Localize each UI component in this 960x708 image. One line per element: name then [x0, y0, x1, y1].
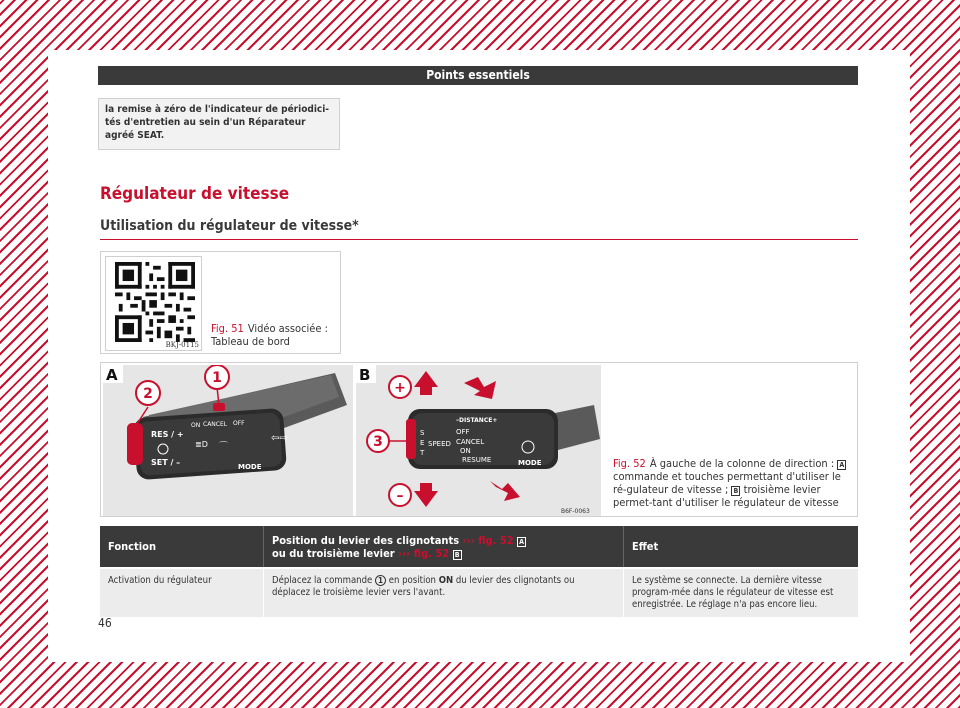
header-effect: Effet [632, 540, 659, 553]
on-position-label: ON [438, 575, 454, 586]
figure-52-caption-part2: commande et touches permettant d'utiliser le ré-gulateur de vitesse ; [613, 470, 841, 496]
third-lever-illustration [356, 365, 601, 516]
distance-label: –DISTANCE+ [456, 417, 498, 424]
figure-52-number: Fig. 52 [613, 457, 646, 470]
e-label: E [420, 439, 425, 447]
turn-signal-lever-illustration [103, 365, 353, 516]
page-number: 46 [98, 616, 112, 630]
figure-52-caption-part1: À gauche de la colonne de direction : [649, 457, 835, 470]
speed-label: SPEED [428, 440, 451, 448]
cell-position-part1: Déplacez la commande [272, 575, 373, 586]
callout-1: 1 [212, 370, 222, 386]
section-divider [100, 239, 858, 240]
figure-51-number: Fig. 51 [211, 322, 244, 335]
function-table [100, 526, 858, 617]
figure-51 [100, 251, 341, 354]
b-off-label: OFF [456, 428, 470, 436]
figure-52-caption [613, 457, 855, 509]
section-title: Régulateur de vitesse [100, 184, 290, 204]
table-header-row [100, 526, 858, 567]
letter-b-badge: B [731, 486, 740, 496]
headlight-icon: ≣D [195, 440, 208, 449]
cell-function: Activation du régulateur [100, 569, 264, 617]
figure-51-caption [211, 322, 336, 348]
header-letter-b: B [453, 550, 462, 560]
header-position [264, 526, 624, 567]
cell-position-part2: en position [388, 575, 436, 586]
t-label: T [420, 449, 425, 457]
b-cancel-label: CANCEL [456, 438, 485, 446]
b-mode-label: MODE [518, 459, 542, 467]
b-on-label: ON [460, 447, 471, 455]
manual-page [48, 50, 910, 662]
panel-b-letter: B [359, 366, 371, 384]
callout-3: 3 [373, 434, 383, 450]
page-header: Points essentiels [98, 66, 858, 85]
header-letter-a: A [517, 537, 526, 547]
image-code: B6F-0063 [561, 508, 590, 515]
fig-ref-link-a[interactable]: ››› fig. 52 [462, 533, 514, 547]
note-box: la remise à zéro de l'indicateur de périodici-tés d'entretien au sein d'un Réparateur agréé SEAT. [98, 98, 340, 150]
res-label: RES / + [151, 430, 184, 439]
header-position-text: Position du levier des clignotants [272, 533, 460, 547]
letter-a-badge: A [837, 460, 846, 470]
fig-ref-link-b[interactable]: ››› fig. 52 [398, 546, 450, 560]
on-label: ON [191, 422, 201, 429]
header-or-text: ou du troisième levier [272, 546, 395, 560]
table-row [100, 567, 858, 617]
cell-effect: Le système se connecte. La dernière vitesse program-mée dans le régulateur de vitesse est enregistrée. Le réglage n'a pas encore lieu. [632, 575, 834, 610]
minus-callout: – [396, 488, 404, 504]
cancel-label: CANCEL [203, 421, 228, 428]
resume-label: RESUME [462, 456, 492, 464]
set-label: SET / – [151, 458, 181, 467]
off-label: OFF [233, 420, 245, 427]
cell-position [264, 569, 624, 617]
wiper-icon: ⌒ [219, 442, 229, 452]
qr-code-image[interactable] [105, 256, 202, 351]
plus-callout: + [394, 380, 406, 396]
figure-52 [100, 362, 858, 517]
callout-2: 2 [143, 386, 153, 402]
turn-arrows-icon: ⇦⇨ [271, 433, 288, 444]
control-1-badge: 1 [375, 575, 386, 586]
mode-label: MODE [238, 463, 262, 471]
qr-code-id: BKJ-0115 [165, 341, 199, 349]
figure-52-caption-part3: troisième levier permet-tant d'utiliser le régulateur de vitesse [613, 483, 839, 509]
qr-code-icon [113, 262, 197, 342]
figure-51-caption-text: Vidéo associée : Tableau de bord [211, 322, 328, 348]
s-label: S [420, 429, 425, 437]
header-function: Fonction [100, 526, 264, 567]
section-subtitle: Utilisation du régulateur de vitesse* [100, 218, 359, 234]
panel-a-letter: A [106, 366, 118, 384]
cell-position-part3: du levier des clignotants ou déplacez le troisième levier vers l'avant. [272, 575, 575, 598]
